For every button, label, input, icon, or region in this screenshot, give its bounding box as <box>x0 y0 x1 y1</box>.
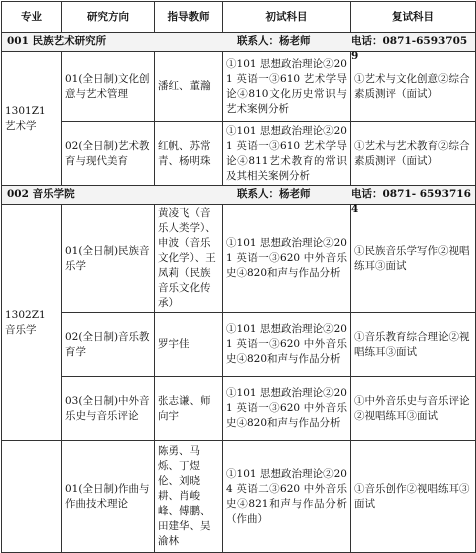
table-row <box>2 441 476 553</box>
initial-subjects-cell: ①101 思想政治理论②201 英语一③610 艺术学导论④811艺术教育的常识及其相关案例分析 <box>223 122 351 186</box>
department-row <box>2 186 476 205</box>
major-cell: 1302Z1 音乐学 <box>2 205 62 441</box>
advisor-cell: 红帆、苏常青、杨明珠 <box>155 122 223 186</box>
advisor-cell: 潘红、董瀚 <box>155 52 223 122</box>
retest-subjects-cell: ①音乐创作②视唱练耳③面试 <box>351 441 476 553</box>
direction-cell: 01(全日制)文化创意与艺术管理 <box>62 52 155 122</box>
retest-subjects-cell: ①音乐教育综合理论②视唱练耳③面试 <box>351 313 476 377</box>
major-cell <box>2 441 62 553</box>
department-contact: 联系人：杨老师 <box>237 188 311 200</box>
initial-subjects-cell: ①101 思想政治理论②204 英语二③620 中外音乐史④821和声与作品分析（作曲） <box>223 441 351 553</box>
header-retest-subjects: 复试科目 <box>351 2 476 33</box>
direction-cell: 03(全日制)中外音乐史与音乐评论 <box>62 377 155 441</box>
advisor-cell: 陈勇、马烁、丁煜伦、刘晓耕、肖峻峰、傅鹏、田建华、吴渝林 <box>155 441 223 553</box>
table-row <box>2 313 476 377</box>
retest-subjects-cell: ①艺术与艺术教育②综合素质测评（面试） <box>351 122 476 186</box>
retest-subjects-cell: ①艺术与文化创意②综合素质测评（面试） <box>351 52 476 122</box>
initial-subjects-cell: ①101 思想政治理论②201 英语一③610 艺术学导论④810文化历史常识与艺术案例分析 <box>223 52 351 122</box>
department-contact: 联系人：杨老师 <box>237 35 311 47</box>
header-advisor: 指导教师 <box>155 2 223 33</box>
direction-cell: 02(全日制)艺术教育与现代美育 <box>62 122 155 186</box>
header-major: 专业 <box>2 2 62 33</box>
major-cell: 1301Z1 艺术学 <box>2 52 62 186</box>
table-row <box>2 205 476 313</box>
table-row <box>2 377 476 441</box>
header-direction: 研究方向 <box>62 2 155 33</box>
retest-subjects-cell: ①中外音乐史与音乐评论②视唱练耳③面试 <box>351 377 476 441</box>
catalog-table <box>1 1 476 553</box>
header-row <box>2 2 476 33</box>
initial-subjects-cell: ①101 思想政治理论②201 英语一③620 中外音乐史④820和声与作品分析 <box>223 205 351 313</box>
advisor-cell: 罗宇佳 <box>155 313 223 377</box>
department-phone: 电话：0871- 65937164 <box>351 188 471 215</box>
advisor-cell: 张志谦、师向宇 <box>155 377 223 441</box>
advisor-cell: 黄凌飞（音乐人类学）、申波（音乐文化学）、王凤莉（民族音乐文化传承） <box>155 205 223 313</box>
initial-subjects-cell: ①101 思想政治理论②201 英语一③620 中外音乐史④820和声与作品分析 <box>223 377 351 441</box>
direction-cell: 01(全日制)作曲与作曲技术理论 <box>62 441 155 553</box>
initial-subjects-cell: ①101 思想政治理论②201 英语一③620 中外音乐史④820和声与作品分析 <box>223 313 351 377</box>
table-row <box>2 122 476 186</box>
department-name: 001 民族艺术研究所 <box>7 35 107 47</box>
department-name: 002 音乐学院 <box>7 188 75 200</box>
header-initial-subjects: 初试科目 <box>223 2 351 33</box>
retest-subjects-cell: ①民族音乐学写作②视唱练耳③面试 <box>351 205 476 313</box>
direction-cell: 01(全日制)民族音乐学 <box>62 205 155 313</box>
department-row <box>2 33 476 52</box>
direction-cell: 02(全日制)音乐教育学 <box>62 313 155 377</box>
department-phone: 电话：0871-65937059 <box>351 35 468 62</box>
